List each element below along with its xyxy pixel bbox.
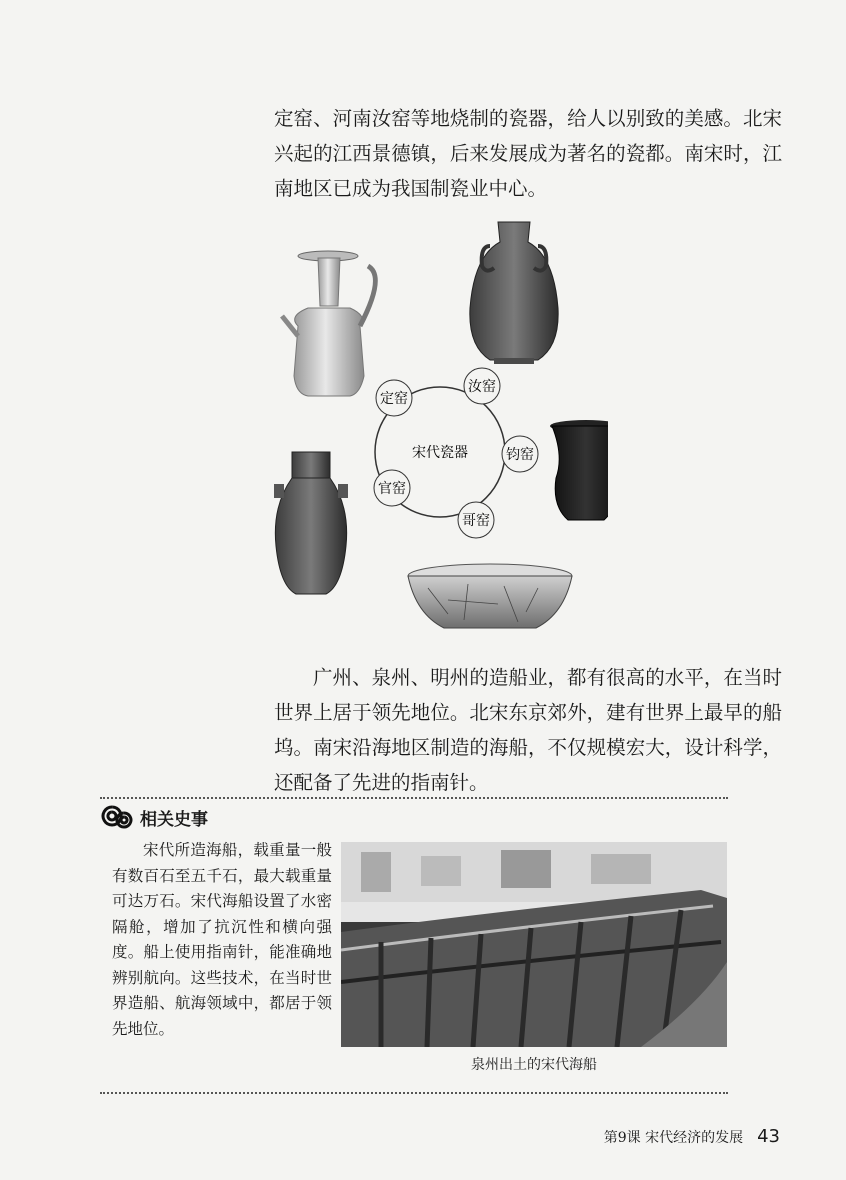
paragraph-porcelain: 定窑、河南汝窑等地烧制的瓷器，给人以别致的美感。北宋兴起的江西景德镇，后来发展成为著名的瓷都。南宋时，江南地区已成为我国制瓷业中心。 bbox=[274, 107, 782, 200]
song-ship-photo bbox=[341, 842, 727, 1047]
jun-jar-image bbox=[550, 420, 608, 520]
sidebar-body: 宋代所造海船，载重量一般有数百石至五千石，最大载重量可达万石。宋代海船设置了水密隔舱，增加了抗沉性和横向强度。船上使用指南针，能准确地辨别航向。这些技术，在当时世界造船、航海领域中，都居于领先地位。 bbox=[112, 841, 332, 1038]
page-footer bbox=[604, 1126, 780, 1147]
page-number: 43 bbox=[757, 1126, 780, 1147]
kiln-node-ru bbox=[464, 368, 500, 404]
ding-ewer-image bbox=[282, 251, 375, 396]
ru-vase-image bbox=[470, 222, 558, 364]
kiln-node-ding bbox=[376, 380, 412, 416]
photo-caption: 泉州出土的宋代海船 bbox=[471, 1057, 597, 1073]
svg-text:钧窑: 钧窑 bbox=[506, 447, 534, 463]
ge-bowl-image bbox=[408, 564, 572, 628]
diagram-center-label: 宋代瓷器 bbox=[412, 445, 468, 461]
lesson-title: 第9课 宋代经济的发展 bbox=[603, 1130, 744, 1146]
paragraph-shipbuilding: 广州、泉州、明州的造船业，都有很高的水平，在当时世界上居于领先地位。北宋东京郊外，建有世界上最早的船坞。南宋沿海地区制造的海船，不仅规模宏大，设计科学，还配备了先进的指南针。 bbox=[274, 666, 782, 794]
svg-text:定窑: 定窑 bbox=[380, 391, 408, 407]
kiln-node-ge bbox=[458, 502, 494, 538]
cloud-scroll-icon bbox=[100, 803, 134, 831]
section-divider-bottom bbox=[100, 1092, 728, 1094]
svg-text:哥窑: 哥窑 bbox=[462, 513, 490, 529]
song-porcelain-diagram bbox=[268, 216, 608, 646]
related-history-heading bbox=[100, 803, 208, 831]
svg-text:汝窑: 汝窑 bbox=[468, 379, 496, 395]
sidebar-heading-text: 相关史事 bbox=[140, 809, 208, 830]
kiln-node-guan bbox=[374, 470, 410, 506]
section-divider-top bbox=[100, 797, 728, 799]
guan-vase-image bbox=[274, 452, 348, 594]
kiln-node-jun bbox=[502, 436, 538, 472]
svg-text:官窑: 官窑 bbox=[378, 481, 406, 497]
